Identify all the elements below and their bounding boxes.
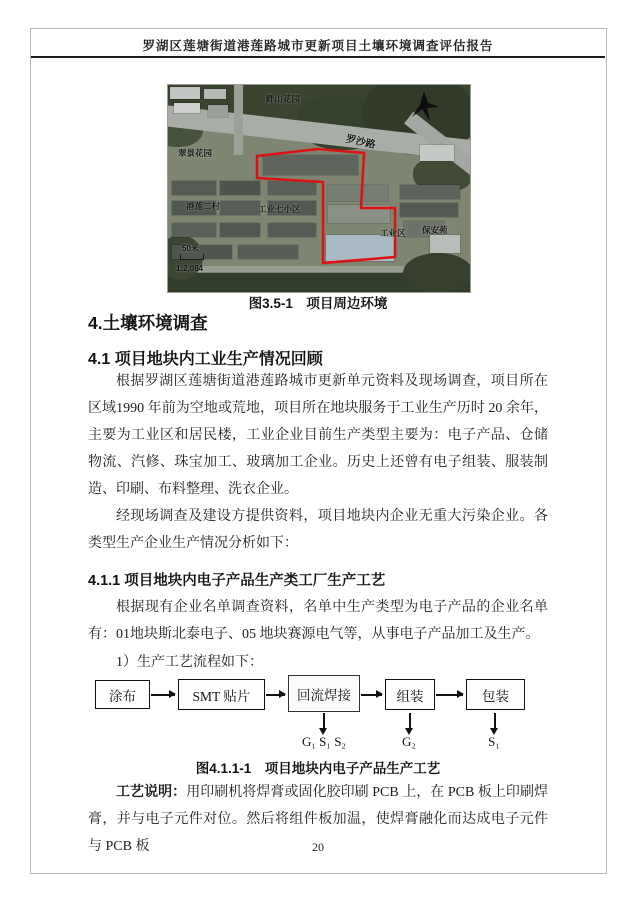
flow-step-assembly: 组装 bbox=[385, 679, 435, 710]
map-label-industrial-main: 工业七小区 bbox=[258, 204, 301, 214]
map-label-estate-right: 保安苑 bbox=[422, 225, 448, 235]
map-label-industrial-east: 工业区 bbox=[380, 228, 406, 238]
header-divider bbox=[31, 56, 605, 58]
flow-step-smt: SMT 贴片 bbox=[178, 679, 265, 710]
process-flowchart bbox=[88, 668, 548, 758]
flow-arrow-right-icon bbox=[436, 694, 463, 696]
figure-caption-map: 图3.5-1 项目周边环境 bbox=[248, 296, 388, 311]
map-label-road: 罗沙路 bbox=[344, 133, 377, 152]
emission-label-packing: S₁ bbox=[488, 734, 500, 749]
flow-arrow-right-icon bbox=[266, 694, 285, 696]
section-heading-4-1-1: 4.1.1 项目地块内电子产品生产类工厂生产工艺 bbox=[88, 573, 386, 589]
flow-arrow-right-icon bbox=[151, 694, 175, 696]
flow-step-reflow: 回流焊接 bbox=[288, 675, 360, 712]
map-label-estate-top: 畔山花园 bbox=[266, 94, 301, 104]
emission-label-assembly: G₂ bbox=[402, 734, 416, 749]
paragraph-enterprises: 根据现有企业名单调查资料，名单中生产类型为电子产品的企业名单有：01地块斯北泰电子、05 地块赛源电气等，从事电子产品加工及生产。 bbox=[88, 600, 548, 642]
flow-step-packing: 包装 bbox=[466, 679, 525, 710]
list-item-process-flow: 1）生产工艺流程如下： bbox=[116, 655, 263, 670]
north-arrow-icon bbox=[410, 91, 438, 123]
page-number: 20 bbox=[312, 840, 324, 854]
document-header-title: 罗湖区莲塘街道港莲路城市更新项目土壤环境调查评估报告 bbox=[142, 39, 494, 53]
map-scale-bar-label: 50米 bbox=[182, 244, 199, 253]
process-note-label: 工艺说明： bbox=[116, 783, 187, 799]
flow-step-coating: 涂布 bbox=[95, 680, 150, 709]
emission-label-reflow: G₁ S₁ S₂ bbox=[302, 734, 346, 749]
section-heading-4-1: 4.1 项目地块内工业生产情况回顾 bbox=[88, 351, 323, 368]
process-note-text: 用印刷机将焊膏或固化胶印刷 PCB 上，在 PCB 板上印刷焊膏，并与电子元件对位。然后将组件板加温，使焊膏融化而达成电子元件与 PCB 板 bbox=[88, 785, 548, 854]
flow-arrow-down-icon bbox=[323, 713, 325, 729]
flow-arrow-right-icon bbox=[361, 694, 382, 696]
map-label-village-left: 港莲二村 bbox=[186, 201, 221, 211]
paragraph-survey: 经现场调查及建设方提供资料，项目地块内企业无重大污染企业。各类型生产企业生产情况分析如下： bbox=[88, 509, 548, 551]
map-scale-bar bbox=[180, 254, 204, 260]
map-scale-ratio: 1:2,084 bbox=[176, 264, 204, 273]
figure-caption-flowchart: 图4.1.1-1 项目地块内电子产品生产工艺 bbox=[195, 761, 441, 776]
satellite-map-figure bbox=[168, 85, 470, 292]
flow-arrow-down-icon bbox=[494, 713, 496, 729]
section-heading-4: 4.土壤环境调查 bbox=[88, 313, 208, 333]
flow-arrow-down-icon bbox=[409, 713, 411, 729]
paragraph-overview: 根据罗湖区莲塘街道港莲路城市更新单元资料及现场调查，项目所在区域1990 年前为空地或荒地，项目所在地块服务于工业生产历时 20 余年，主要为工业区和居民楼，工业企业目前生产类型主要为：电子产品、仓储物流、汽修、珠宝加工、玻璃加工企业。历史上还曾有电子组装、服装制造、印刷、布料整理、洗衣企业。 bbox=[88, 374, 548, 497]
map-label-estate-left: 翠景花园 bbox=[178, 148, 213, 158]
